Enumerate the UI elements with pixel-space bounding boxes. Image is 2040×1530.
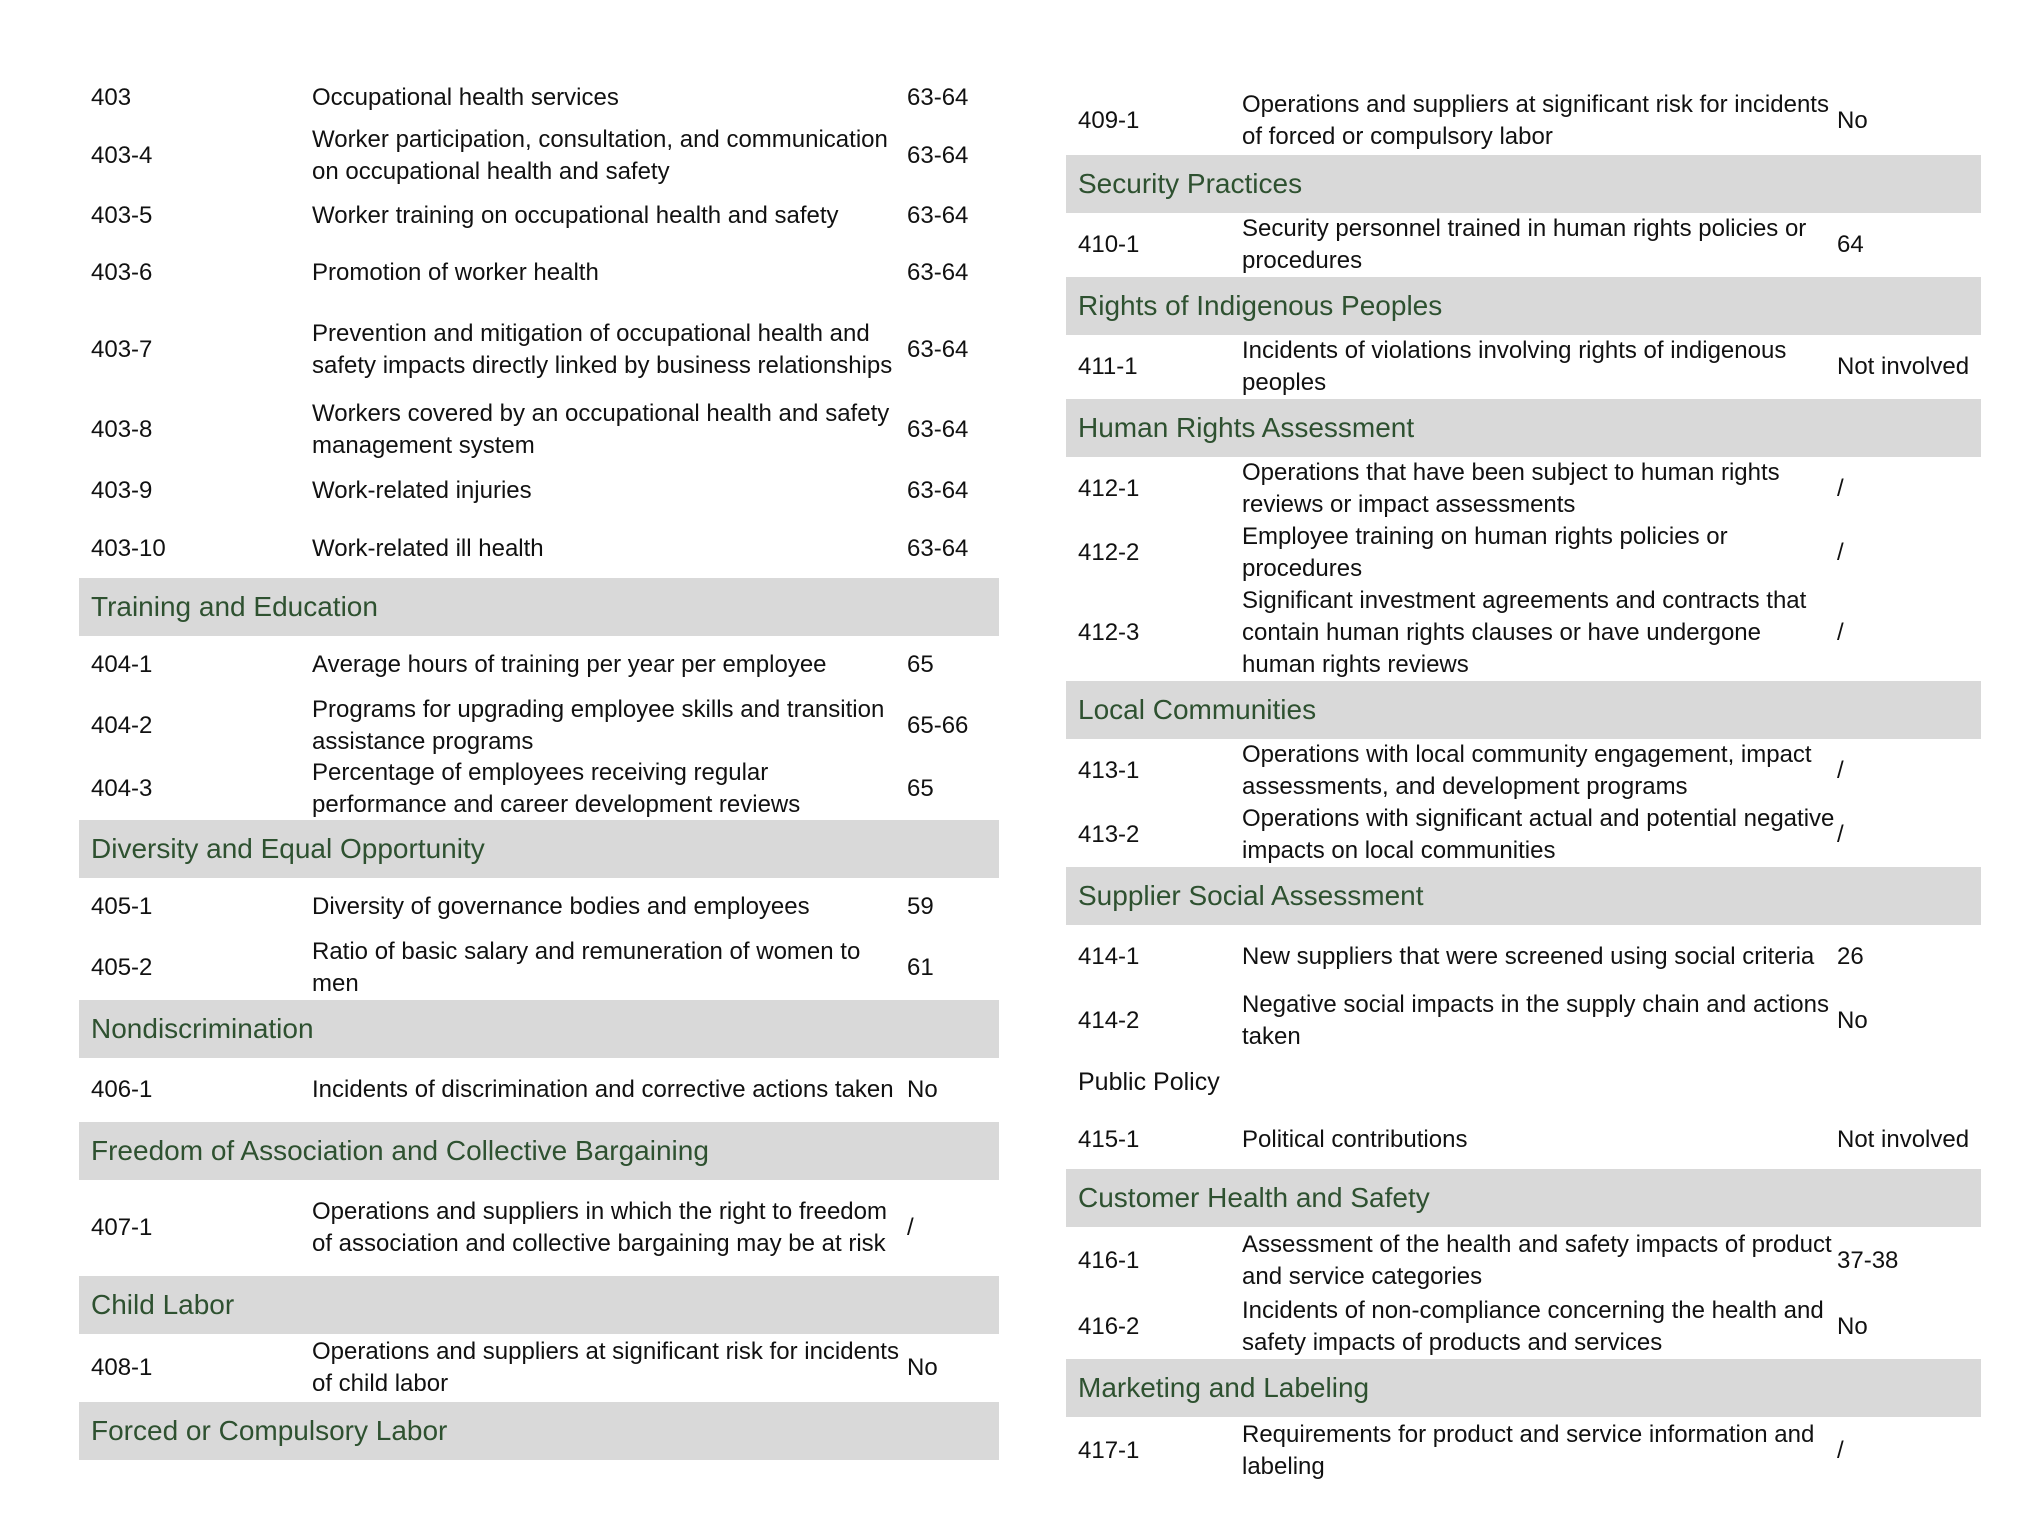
page-reference: / [1837, 757, 1844, 784]
disclosure-description: Ratio of basic salary and remuneration of women to men [312, 938, 861, 997]
table-row [79, 694, 999, 758]
page-reference: / [907, 1214, 914, 1241]
disclosure-description: Prevention and mitigation of occupational health and safety impacts directly linked by business relationships [312, 320, 893, 379]
page-reference: Not involved [1837, 353, 1970, 380]
table-row [79, 72, 999, 124]
disclosure-code: 414-1 [1078, 943, 1140, 970]
table-row [1066, 1417, 1981, 1485]
table-row [79, 636, 999, 694]
disclosure-code: 408-1 [91, 1354, 153, 1381]
disclosure-description: Employee training on human rights policies or procedures [1242, 523, 1728, 582]
disclosure-description: Worker participation, consultation, and communication on occupational health and safety [312, 126, 888, 185]
table-row [79, 520, 999, 578]
left-gri-table [79, 72, 999, 1460]
page-reference: No [1837, 1313, 1868, 1340]
table-row [79, 1334, 999, 1402]
page-reference: 37-38 [1837, 1247, 1899, 1274]
disclosure-description: Significant investment agreements and contracts that contain human rights clauses or have undergone human rights reviews [1242, 587, 1807, 678]
page-reference: 65 [907, 651, 934, 678]
disclosure-code: 403-5 [91, 202, 153, 229]
disclosure-description: Operations and suppliers at significant risk for incidents of forced or compulsory labor [1242, 91, 1829, 150]
disclosure-code: 413-1 [1078, 757, 1140, 784]
table-row [1066, 585, 1981, 681]
table-row [79, 1180, 999, 1276]
page-reference: 63-64 [907, 202, 969, 229]
disclosure-code: 412-3 [1078, 619, 1140, 646]
disclosure-code: 411-1 [1078, 353, 1138, 380]
disclosure-code: 406-1 [91, 1076, 153, 1103]
disclosure-description: Negative social impacts in the supply chain and actions taken [1242, 991, 1829, 1050]
disclosure-code: 412-1 [1078, 475, 1140, 502]
disclosure-code: 413-2 [1078, 821, 1140, 848]
page-reference: 65-66 [907, 712, 969, 739]
section-header-human-rights-assessment: Human Rights Assessment [1066, 399, 1981, 457]
page-reference: 64 [1837, 231, 1864, 258]
page-reference: No [907, 1354, 938, 1381]
section-header-marketing-and-labeling: Marketing and Labeling [1066, 1359, 1981, 1417]
section-header-security-practices: Security Practices [1066, 155, 1981, 213]
disclosure-code: 403-9 [91, 477, 153, 504]
table-row [1066, 803, 1981, 867]
disclosure-code: 416-2 [1078, 1313, 1140, 1340]
section-header-child-labor: Child Labor [79, 1276, 999, 1334]
disclosure-description: Operations and suppliers in which the right to freedom of association and collective bargaining may be at risk [312, 1198, 887, 1257]
right-gri-table [1066, 87, 1981, 1485]
disclosure-code: 409-1 [1078, 107, 1140, 134]
disclosure-description: Programs for upgrading employee skills and transition assistance programs [312, 696, 885, 755]
disclosure-description: Incidents of violations involving rights of indigenous peoples [1242, 337, 1787, 396]
page-reference: 63-64 [907, 336, 969, 363]
table-row [1066, 213, 1981, 277]
section-header-customer-health-and-safety: Customer Health and Safety [1066, 1169, 1981, 1227]
section-header-forced-or-compulsory-labor: Forced or Compulsory Labor [79, 1402, 999, 1460]
page-reference: No [1837, 107, 1868, 134]
disclosure-code: 415-1 [1078, 1126, 1140, 1153]
table-row [79, 936, 999, 1000]
disclosure-description: Worker training on occupational health and safety [312, 202, 839, 229]
section-header-supplier-social-assessment: Supplier Social Assessment [1066, 867, 1981, 925]
disclosure-description: Operations with local community engagement, impact assessments, and development programs [1242, 741, 1812, 800]
page-reference: Not involved [1837, 1126, 1970, 1153]
section-header-training-and-education: Training and Education [79, 578, 999, 636]
disclosure-description: Occupational health services [312, 84, 619, 111]
disclosure-description: Operations and suppliers at significant risk for incidents of child labor [312, 1338, 899, 1397]
page-reference: 63-64 [907, 84, 969, 111]
table-row [1066, 739, 1981, 803]
disclosure-description: Assessment of the health and safety impacts of product and service categories [1242, 1231, 1832, 1290]
page-reference: 63-64 [907, 416, 969, 443]
page-reference: / [1837, 539, 1844, 566]
disclosure-description: Security personnel trained in human rights policies or procedures [1242, 215, 1807, 274]
table-row [79, 398, 999, 462]
disclosure-description: Diversity of governance bodies and employees [312, 893, 810, 920]
disclosure-code: 403-4 [91, 142, 153, 169]
table-row [79, 758, 999, 820]
section-header-public-policy: Public Policy [1078, 1068, 1220, 1096]
disclosure-code: 416-1 [1078, 1247, 1140, 1274]
table-row [1066, 1295, 1981, 1359]
disclosure-description: Percentage of employees receiving regular performance and career development reviews [312, 759, 801, 818]
disclosure-description: Incidents of non-compliance concerning the health and safety impacts of products and services [1242, 1297, 1824, 1356]
disclosure-description: Work-related injuries [312, 477, 532, 504]
disclosure-code: 412-2 [1078, 539, 1140, 566]
disclosure-code: 404-2 [91, 712, 153, 739]
page-reference: / [1837, 1437, 1844, 1464]
table-row [1066, 457, 1981, 521]
page-reference: 63-64 [907, 259, 969, 286]
disclosure-code: 403-6 [91, 259, 153, 286]
table-row [1066, 521, 1981, 585]
table-row [1066, 989, 1981, 1053]
table-row [79, 462, 999, 520]
disclosure-description: Workers covered by an occupational health and safety management system [312, 400, 890, 459]
disclosure-description: Incidents of discrimination and corrective actions taken [312, 1076, 894, 1103]
page-reference: / [1837, 475, 1844, 502]
disclosure-code: 404-1 [91, 651, 153, 678]
disclosure-description: New suppliers that were screened using social criteria [1242, 943, 1815, 970]
disclosure-description: Requirements for product and service information and labeling [1242, 1421, 1815, 1480]
table-row [1066, 1111, 1981, 1169]
disclosure-code: 414-2 [1078, 1007, 1140, 1034]
disclosure-description: Operations that have been subject to human rights reviews or impact assessments [1242, 459, 1780, 518]
table-row [1066, 1227, 1981, 1295]
page-reference: 63-64 [907, 142, 969, 169]
table-row [1066, 925, 1981, 989]
section-header-freedom-of-association-and-collective-bargaining: Freedom of Association and Collective Bargaining [79, 1122, 999, 1180]
disclosure-code: 404-3 [91, 775, 153, 802]
disclosure-code: 403 [91, 84, 132, 111]
section-header-rights-of-indigenous-peoples: Rights of Indigenous Peoples [1066, 277, 1981, 335]
table-row [79, 878, 999, 936]
section-header-local-communities: Local Communities [1066, 681, 1981, 739]
disclosure-description: Work-related ill health [312, 535, 544, 562]
disclosure-code: 403-10 [91, 535, 166, 562]
table-row [79, 1058, 999, 1122]
table-row [1066, 335, 1981, 399]
disclosure-code: 407-1 [91, 1214, 153, 1241]
page-reference: 61 [907, 954, 934, 981]
page-reference: 65 [907, 775, 934, 802]
page-reference: 59 [907, 893, 934, 920]
table-row [79, 302, 999, 398]
disclosure-code: 403-7 [91, 336, 153, 363]
disclosure-code: 417-1 [1078, 1437, 1140, 1464]
table-row [79, 244, 999, 302]
page-reference: No [907, 1076, 938, 1103]
table-row [1066, 87, 1981, 155]
disclosure-description: Average hours of training per year per employee [312, 651, 827, 678]
page-reference: 63-64 [907, 477, 969, 504]
disclosure-code: 405-1 [91, 893, 153, 920]
disclosure-description: Political contributions [1242, 1126, 1468, 1153]
disclosure-code: 403-8 [91, 416, 153, 443]
section-header-nondiscrimination: Nondiscrimination [79, 1000, 999, 1058]
page-reference: / [1837, 821, 1844, 848]
disclosure-code: 410-1 [1078, 231, 1140, 258]
table-row [79, 188, 999, 244]
page-reference: 63-64 [907, 535, 969, 562]
disclosure-description: Operations with significant actual and potential negative impacts on local communities [1242, 805, 1835, 864]
page-reference: / [1837, 619, 1844, 646]
page-reference: 26 [1837, 943, 1864, 970]
table-row [79, 124, 999, 188]
page-reference: No [1837, 1007, 1868, 1034]
disclosure-description: Promotion of worker health [312, 259, 599, 286]
disclosure-code: 405-2 [91, 954, 153, 981]
section-header-diversity-and-equal-opportunity: Diversity and Equal Opportunity [79, 820, 999, 878]
